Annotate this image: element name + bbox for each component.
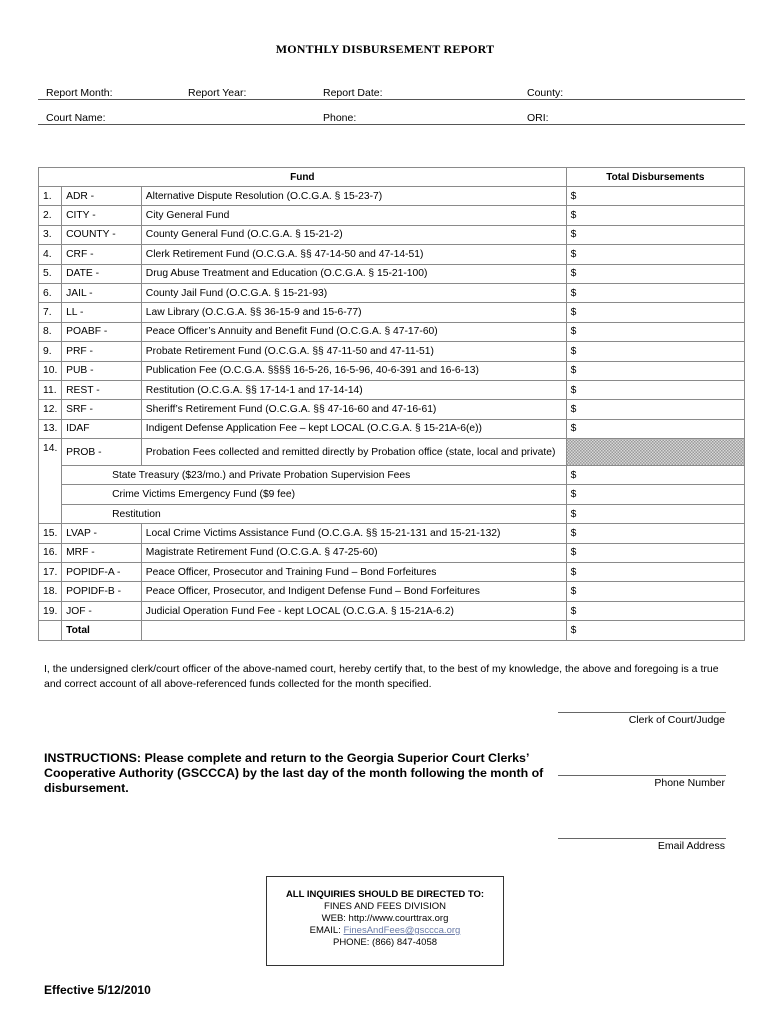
disbursement-amount-field[interactable]: $ (566, 466, 744, 485)
instructions: INSTRUCTIONS: Please complete and return to the Georgia Superior Court Clerks’ Cooperative Authority (GSCCCA) by the last day of the month following the month of disbursement. (44, 751, 544, 795)
total-number-blank (39, 621, 62, 640)
fund-description: Law Library (O.C.G.A. §§ 36-15-9 and 15-6-77) (141, 303, 566, 322)
table-row (39, 322, 745, 341)
table-row (39, 601, 745, 620)
table-row (39, 582, 745, 601)
fund-code: CRF - (62, 245, 142, 264)
fund-code: IDAF (62, 419, 142, 438)
header-rule-2 (38, 124, 745, 125)
prob-sub-description: State Treasury ($23/mo.) and Private Probation Supervision Fees (62, 466, 567, 485)
fund-description: Local Crime Victims Assistance Fund (O.C.G.A. §§ 15-21-131 and 15-21-132) (141, 524, 566, 543)
row-number: 9. (39, 342, 62, 361)
email-line (267, 925, 503, 937)
division-name: FINES AND FEES DIVISION (324, 901, 446, 912)
disbursement-amount-field[interactable]: $ (566, 225, 744, 244)
fund-description: Indigent Defense Application Fee – kept LOCAL (O.C.G.A. § 15-21A-6(e)) (141, 419, 566, 438)
fund-description: Probation Fees collected and remitted directly by Probation office (state, local and private) (141, 439, 566, 466)
table-row (39, 563, 745, 582)
row-number: 7. (39, 303, 62, 322)
table-row (39, 283, 745, 302)
fund-description: Publication Fee (O.C.G.A. §§§§ 16-5-26, 16-5-96, 40-6-391 and 16-6-13) (141, 361, 566, 380)
prob-sub-description: Crime Victims Emergency Fund ($9 fee) (62, 485, 567, 504)
fund-description: Alternative Dispute Resolution (O.C.G.A. § 15-23-7) (141, 187, 566, 206)
email-link[interactable]: FinesAndFees@gsccca.org (343, 925, 461, 936)
fund-code: MRF - (62, 543, 142, 562)
fund-code: LL - (62, 303, 142, 322)
inquiries-heading: ALL INQUIRIES SHOULD BE DIRECTED TO: (285, 889, 485, 900)
fund-description: Sheriff’s Retirement Fund (O.C.G.A. §§ 47-16-60 and 47-16-61) (141, 400, 566, 419)
table-row (39, 264, 745, 283)
fund-code: LVAP - (62, 524, 142, 543)
fund-code: CITY - (62, 206, 142, 225)
row-number: 15. (39, 524, 62, 543)
clerk-signature-line[interactable] (558, 712, 726, 713)
prob-sub-row (39, 466, 745, 485)
total-amount-field[interactable]: $ (566, 621, 744, 640)
fund-description: Drug Abuse Treatment and Education (O.C.G.A. § 15-21-100) (141, 264, 566, 283)
fund-description: County General Fund (O.C.G.A. § 15-21-2) (141, 225, 566, 244)
fund-description: Judicial Operation Fund Fee - kept LOCAL (O.C.G.A. § 15-21A-6.2) (141, 601, 566, 620)
disbursement-amount-field[interactable]: $ (566, 485, 744, 504)
disbursement-amount-field[interactable]: $ (566, 601, 744, 620)
disbursement-amount-field[interactable]: $ (566, 361, 744, 380)
total-label: Total (62, 621, 142, 640)
fund-code: PRF - (62, 342, 142, 361)
fund-description: Peace Officer, Prosecutor and Training Fund – Bond Forfeitures (141, 563, 566, 582)
disbursement-amount-field[interactable]: $ (566, 582, 744, 601)
fund-description: County Jail Fund (O.C.G.A. § 15-21-93) (141, 283, 566, 302)
table-row (39, 380, 745, 399)
disbursement-amount-field[interactable]: $ (566, 264, 744, 283)
disbursement-amount-field[interactable]: $ (566, 400, 744, 419)
fund-description: Magistrate Retirement Fund (O.C.G.A. § 47-25-60) (141, 543, 566, 562)
court-name-label: Court Name: (46, 112, 106, 124)
disbursement-amount-field[interactable]: $ (566, 524, 744, 543)
phone-label: Phone: (323, 112, 357, 124)
row-number: 11. (39, 380, 62, 399)
disbursement-amount-field[interactable]: $ (566, 342, 744, 361)
disbursement-amount-field[interactable]: $ (566, 419, 744, 438)
phone-contact: PHONE: (866) 847-4058 (332, 937, 438, 948)
fund-code: COUNTY - (62, 225, 142, 244)
fund-description: Probate Retirement Fund (O.C.G.A. §§ 47-11-50 and 47-11-51) (141, 342, 566, 361)
fund-code: ADR - (62, 187, 142, 206)
email-address-line[interactable] (558, 838, 726, 839)
phone-number-label: Phone Number (654, 777, 725, 789)
row-number: 12. (39, 400, 62, 419)
disbursement-amount-field[interactable]: $ (566, 206, 744, 225)
effective-date: Effective 5/12/2010 (44, 983, 151, 997)
row-number: 8. (39, 322, 62, 341)
row-number: 19. (39, 601, 62, 620)
prob-sub-row (39, 504, 745, 523)
row-number: 3. (39, 225, 62, 244)
disbursement-amount-field[interactable]: $ (566, 303, 744, 322)
fund-code: POABF - (62, 322, 142, 341)
fund-description: Clerk Retirement Fund (O.C.G.A. §§ 47-14-50 and 47-14-51) (141, 245, 566, 264)
shaded-amount-cell (566, 439, 744, 466)
disbursement-amount-field[interactable]: $ (566, 245, 744, 264)
disbursement-amount-field[interactable]: $ (566, 380, 744, 399)
prob-sub-row (39, 485, 745, 504)
fund-table-body (39, 187, 745, 641)
total-row (39, 621, 745, 640)
header-rule-1 (38, 99, 745, 100)
fund-description: Peace Officer, Prosecutor, and Indigent Defense Fund – Bond Forfeitures (141, 582, 566, 601)
table-row (39, 187, 745, 206)
table-row (39, 400, 745, 419)
disbursement-amount-field[interactable]: $ (566, 283, 744, 302)
total-description-blank (141, 621, 566, 640)
certification-text: I, the undersigned clerk/court officer of the above-named court, hereby certify that, to the best of my knowledge, the above and foregoing is a true and correct account of all above-referenced funds collected for the month specified. (44, 663, 719, 690)
fund-code: DATE - (62, 264, 142, 283)
fund-code: PROB - (62, 439, 142, 466)
fund-table (38, 167, 745, 641)
table-row (39, 303, 745, 322)
email-address-label: Email Address (657, 840, 725, 852)
fund-code: POPIDF-B - (62, 582, 142, 601)
disbursement-amount-field[interactable]: $ (566, 543, 744, 562)
fund-code: PUB - (62, 361, 142, 380)
table-row (39, 361, 745, 380)
row-number: 6. (39, 283, 62, 302)
page-title: MONTHLY DISBURSEMENT REPORT (275, 42, 495, 56)
row-number: 13. (39, 419, 62, 438)
report-date-label: Report Date: (323, 87, 383, 99)
table-row-prob (39, 439, 745, 466)
fund-description: Restitution (O.C.G.A. §§ 17-14-1 and 17-14-14) (141, 380, 566, 399)
fund-description: City General Fund (141, 206, 566, 225)
fund-code: POPIDF-A - (62, 563, 142, 582)
ori-label: ORI: (527, 112, 549, 124)
county-label: County: (527, 87, 564, 99)
phone-number-line[interactable] (558, 775, 726, 776)
email-label: EMAIL: (309, 925, 341, 936)
fund-code: JAIL - (62, 283, 142, 302)
table-header-row (39, 168, 745, 187)
web-address[interactable]: WEB: http://www.courttrax.org (321, 913, 449, 924)
row-number: 17. (39, 563, 62, 582)
fund-code: JOF - (62, 601, 142, 620)
fund-column-header: Fund (39, 168, 567, 187)
row-number: 16. (39, 543, 62, 562)
row-number: 5. (39, 264, 62, 283)
report-year-label: Report Year: (188, 87, 247, 99)
row-number: 10. (39, 361, 62, 380)
row-number: 1. (39, 187, 62, 206)
table-row (39, 419, 745, 438)
inquiries-box (266, 876, 504, 966)
table-row (39, 543, 745, 562)
disbursement-amount-field[interactable]: $ (566, 504, 744, 523)
total-column-header: Total Disbursements (566, 168, 744, 187)
table-row (39, 206, 745, 225)
row-number: 18. (39, 582, 62, 601)
disbursement-amount-field[interactable]: $ (566, 563, 744, 582)
disbursement-amount-field[interactable]: $ (566, 322, 744, 341)
row-number: 4. (39, 245, 62, 264)
clerk-signature-label: Clerk of Court/Judge (628, 714, 725, 726)
row-number: 2. (39, 206, 62, 225)
table-row (39, 524, 745, 543)
table-row (39, 342, 745, 361)
report-month-label: Report Month: (46, 87, 113, 99)
row-number: 14. (39, 439, 62, 524)
disbursement-amount-field[interactable]: $ (566, 187, 744, 206)
fund-code: REST - (62, 380, 142, 399)
table-row (39, 245, 745, 264)
prob-sub-description: Restitution (62, 504, 567, 523)
fund-code: SRF - (62, 400, 142, 419)
table-row (39, 225, 745, 244)
fund-description: Peace Officer’s Annuity and Benefit Fund (O.C.G.A. § 47-17-60) (141, 322, 566, 341)
